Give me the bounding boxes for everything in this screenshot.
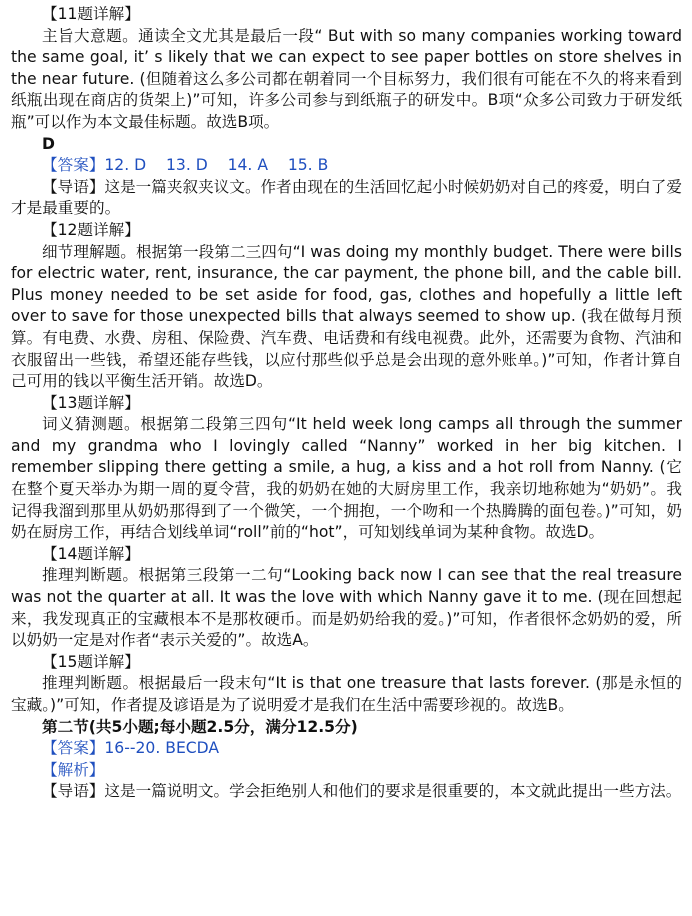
section-2-answer-line <box>11 738 682 760</box>
analysis-tag: 【解析】 <box>42 760 105 779</box>
q13-explanation: 词义猜测题。根据第二段第三四句“It held week long camps all through the summer and my grandma who I lovingly called “Nanny” worked in her big kitchen. I remember slipping there getting a smile, a hug, a kiss and a hot roll from Nanny. (它在整个夏天举办为期一周的夏令营，我的奶奶在她的大厨房里工作，我亲切地称她为“奶奶”。我记得我溜到那里从奶奶那得到了一个微笑，一个拥抱，一个吻和一个热腾腾的面包卷。)”可知，奶奶在厨房工作，再结合划线单词“roll”前的“hot”，可知划线单词为某种食物。故选D。 <box>11 415 682 542</box>
guide-text: 这是一篇夹叙夹议文。作者由现在的生活回忆起小时候奶奶对自己的疼爱，明白了爱才是最重要的。 <box>11 177 682 218</box>
passage-d-answer-line <box>11 155 682 177</box>
q14-explanation: 推理判断题。根据第三段第一二句“Looking back now I can see that the real treasure was not the quarter at all. It was the love with which Nanny gave it to me. (现在回想起来，我发现真正的宝藏根本不是那枚硬币。而是奶奶给我的爱。)”可知，作者很怀念奶奶的爱，所以奶奶一定是对作者“表示关爱的”。故选A。 <box>11 566 682 650</box>
q12-heading: 【12题详解】 <box>42 220 140 239</box>
q11-heading: 【11题详解】 <box>42 5 140 23</box>
section-2-guide <box>11 781 682 803</box>
answer-tag: 【答案】 <box>42 739 105 758</box>
guide-text: 这是一篇说明文。学会拒绝别人和他们的要求是很重要的，本文就此提出一些方法。 <box>104 782 682 801</box>
q14-heading: 【14题详解】 <box>42 544 140 563</box>
q11-explanation: 主旨大意题。通读全文尤其是最后一段“ But with so many companies working toward the same goal, it’ s likely that we can expect to see paper bottles on store shelves in the near future. (但随着这么多公司都在朝着同一个目标努力，我们很有可能在不久的将来看到纸瓶出现在商店的货架上)”可知，许多公司参与到纸瓶子的研发中。B项“众多公司致力于研发纸瓶”可以作为本文最佳标题。故选B项。 <box>11 26 682 131</box>
answer-key: 12. D 13. D 14. A 15. B <box>104 156 329 175</box>
q12-explanation: 细节理解题。根据第一段第二三四句“I was doing my monthly budget. There were bills for electric water, rent, insurance, the car payment, the phone bill, and the cable bill. Plus money needed to be set aside for food, gas, clothes and hopefully a little left over to save for those unexpected bills that always seemed to show up. (我在做每月预算。有电费、水费、房租、保险费、汽车费、电话费和有线电视费。此外，还需要为食物、汽油和衣服留出一些钱，希望还能存些钱，以应付那些似乎总是会出现的意外账单。)”可知，作者计算自己可用的钱以平衡生活开销。故选D。 <box>11 242 682 391</box>
answer-tag: 【答案】 <box>42 156 105 175</box>
passage-d-label: D <box>42 134 55 153</box>
q15-heading: 【15题详解】 <box>42 652 140 671</box>
q13-heading: 【13题详解】 <box>42 393 140 412</box>
section-2-title: 第二节(共5小题;每小题2.5分，满分12.5分) <box>42 717 358 736</box>
passage-d-guide <box>11 177 682 220</box>
guide-tag: 【导语】 <box>42 177 105 196</box>
q15-explanation: 推理判断题。根据最后一段末句“It is that one treasure that lasts forever. (那是永恒的宝藏。)”可知，作者提及谚语是为了说明爱才是我们在生活中需要珍视的。故选B。 <box>11 674 682 714</box>
guide-tag: 【导语】 <box>42 782 105 801</box>
answer-key: 16--20. BECDA <box>104 739 220 758</box>
